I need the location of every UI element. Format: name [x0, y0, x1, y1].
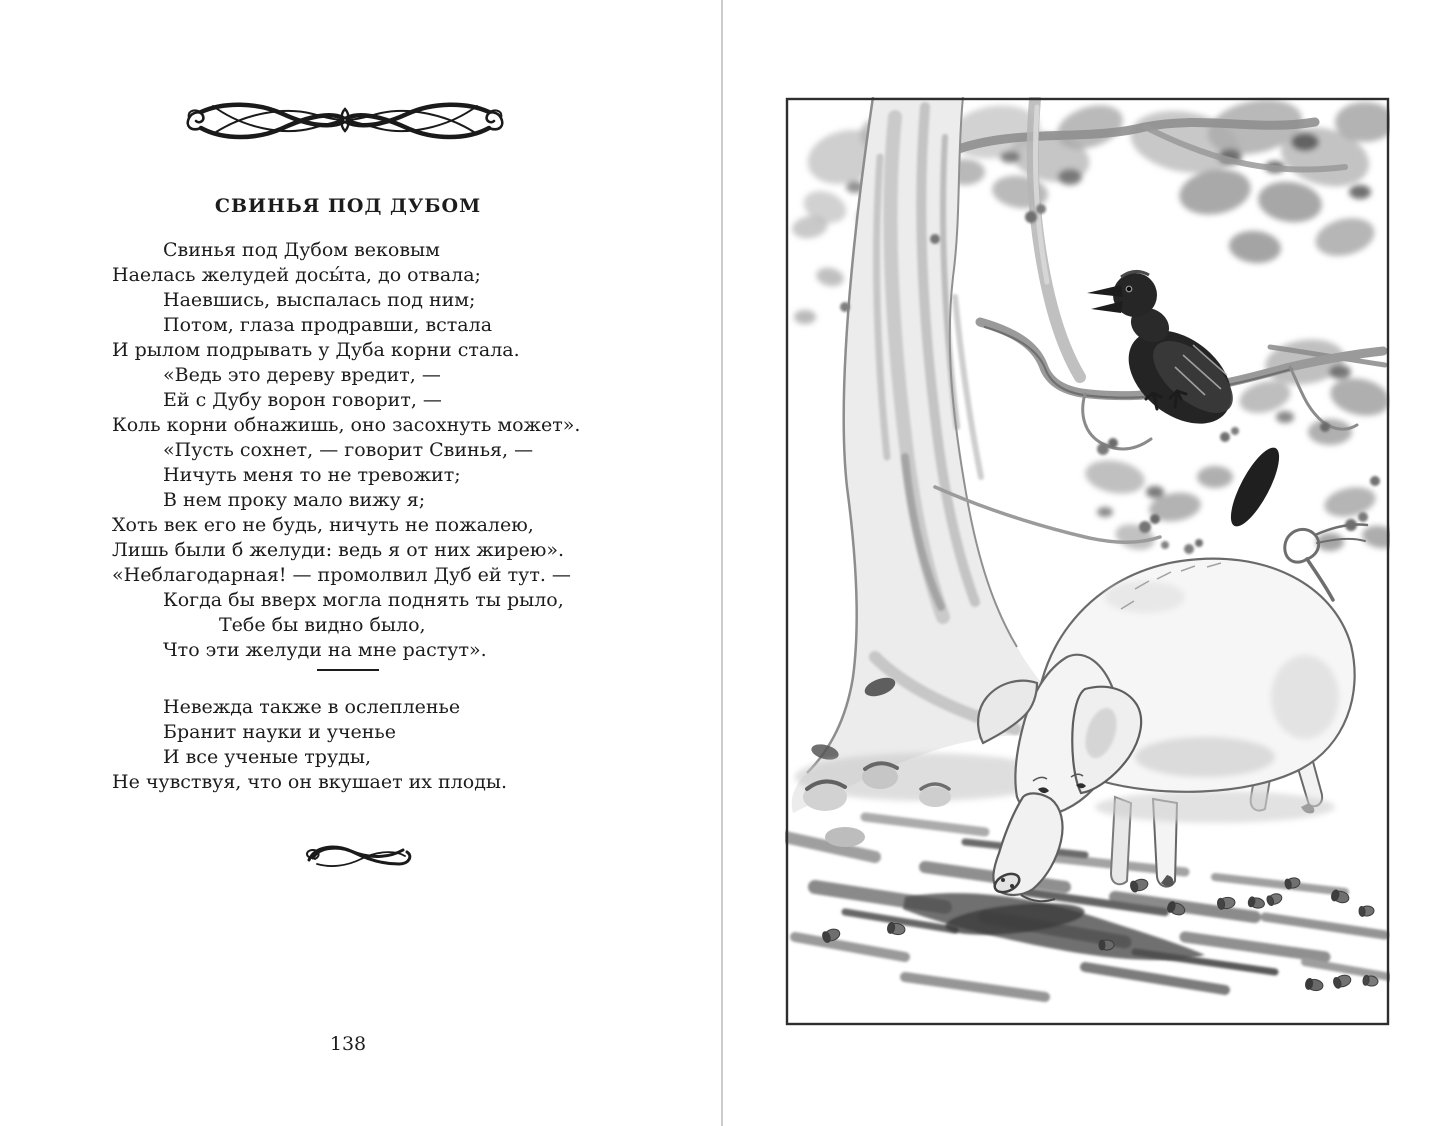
poem-line: Лишь были б желуди: ведь я от них жирею».: [112, 539, 565, 561]
moral-line: Не чувствуя, что он вкушает их плоды.: [112, 771, 508, 793]
poem-line: Что эти желуди на мне растут».: [163, 639, 487, 661]
poem-line: Свинья под Дубом вековым: [163, 239, 440, 261]
moral-line: Бранит науки и ученье: [163, 721, 397, 743]
fable-illustration: [785, 97, 1390, 1026]
page-number: 138: [329, 1033, 367, 1055]
poem-line: И рылом подрывать у Дуба корни стала.: [112, 339, 520, 361]
stanza-separator-rule: [317, 669, 379, 671]
poem-line: В нем проку мало вижу я;: [163, 489, 426, 511]
fable-title: СВИНЬЯ ПОД ДУБОМ: [214, 195, 482, 217]
pig: [978, 524, 1367, 901]
poem-line: Наевшись, выспалась под ним;: [163, 289, 476, 311]
poem-line: Ей с Дубу ворон говорит, —: [163, 389, 442, 411]
left-page: [0, 0, 722, 1126]
calligraphic-header-ornament-icon: [183, 97, 507, 143]
poem-line: Хоть век его не будь, ничуть не пожалею,: [112, 514, 534, 536]
poem-line: «Ведь это дереву вредит, —: [163, 364, 441, 386]
calligraphic-footer-flourish-icon: [303, 838, 415, 872]
poem-body: [112, 238, 652, 663]
poem-line: Наелась желудей досы́та, до отвала;: [112, 264, 481, 286]
moral-body: [112, 695, 652, 795]
poem-line: Тебе бы видно было,: [219, 614, 426, 636]
poem-line: Когда бы вверх могла поднять ты рыло,: [163, 589, 564, 611]
poem-line: Коль корни обнажишь, оно засохнуть может».: [112, 414, 581, 436]
moral-line: Невежда также в ослепленье: [163, 696, 461, 718]
poem-line: «Пусть сохнет, — говорит Свинья, —: [163, 439, 534, 461]
poem-line: Потом, глаза продравши, встала: [163, 314, 493, 336]
right-page: [722, 0, 1445, 1126]
moral-line: И все ученые труды,: [163, 746, 371, 768]
poem-line: Ничуть меня то не тревожит;: [163, 464, 461, 486]
poem-line: «Неблагодарная! — промолвил Дуб ей тут. —: [112, 564, 571, 586]
